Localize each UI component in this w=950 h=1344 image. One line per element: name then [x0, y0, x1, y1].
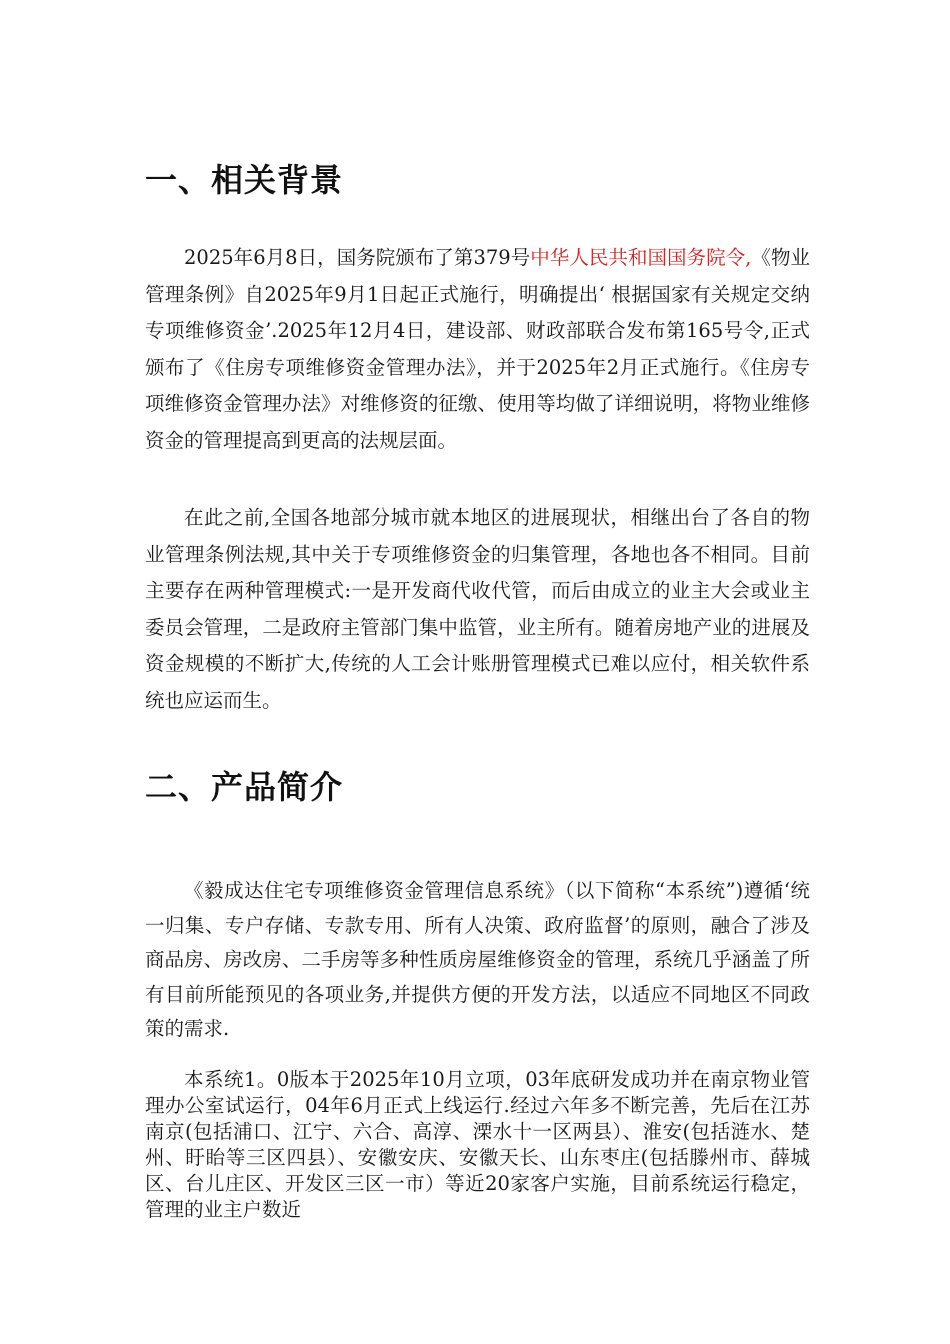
state-council-order-highlight: 中华人民共和国国务院令, — [530, 246, 752, 269]
section-heading-product: 二、产品简介 — [145, 768, 344, 806]
paragraph-regulations — [145, 240, 810, 459]
paragraph-regulations-text-b: 《物业管理条例》自2025年9月1日起正式施行，明确提出‘ 根据国家有关规定交纳专项维修资金’.2025年12月4日，建设部、财政部联合发布第165号令,正式颁布了《住房专项维修资金管理办法》，并于2025年2月正式施行。《住房专项维修资金管理办法》对维修资的征缴、使用等均做了详细说明，将物业维修资金的管理提高到更高的法规层面。 — [145, 246, 810, 452]
paragraph-regulations-text-a: 2025年6月8日，国务院颁布了第379号 — [184, 246, 531, 269]
paragraph-system-history: 本系统1。0版本于2025年10月立项，03年底研发成功并在南京物业管理办公室试运行，04年6月正式上线运行.经过六年多不断完善，先后在江苏南京(包括浦口、江宁、六合、高淳、溧水十一区两县）、淮安(包括涟水、楚州、盱眙等三区四县）、安徽安庆、安徽天长、山东枣庄(包括滕州市、薛城区、台儿庄区、开发区三区一市）等近20家客户实施，目前系统运行稳定，管理的业主户数近 — [145, 1068, 810, 1221]
paragraph-management-modes: 在此之前,全国各地部分城市就本地区的进展现状，相继出台了各自的物业管理条例法规,其中关于专项维修资金的归集管理，各地也各不相同。目前主要存在两种管理模式:一是开发商代收代管，而后由成立的业主大会或业主委员会管理，二是政府主管部门集中监管，业主所有。随着房地产业的进展及资金规模的不断扩大,传统的人工会计账册管理模式已难以应付，相关软件系统也应运而生。 — [145, 506, 810, 712]
section-heading-background: 一、相关背景 — [145, 161, 344, 199]
paragraph-product-intro: 《毅成达住宅专项维修资金管理信息系统》（以下简称“本系统”)遵循‘统一归集、专户存储、专款专用、所有人决策、政府监督’的原则，融合了涉及商品房、房改房、二手房等多种性质房屋维修资金的管理，系统几乎涵盖了所有目前所能预见的各项业务,并提供方便的开发方法，以适应不同地区不同政策的需求. — [145, 879, 810, 1040]
